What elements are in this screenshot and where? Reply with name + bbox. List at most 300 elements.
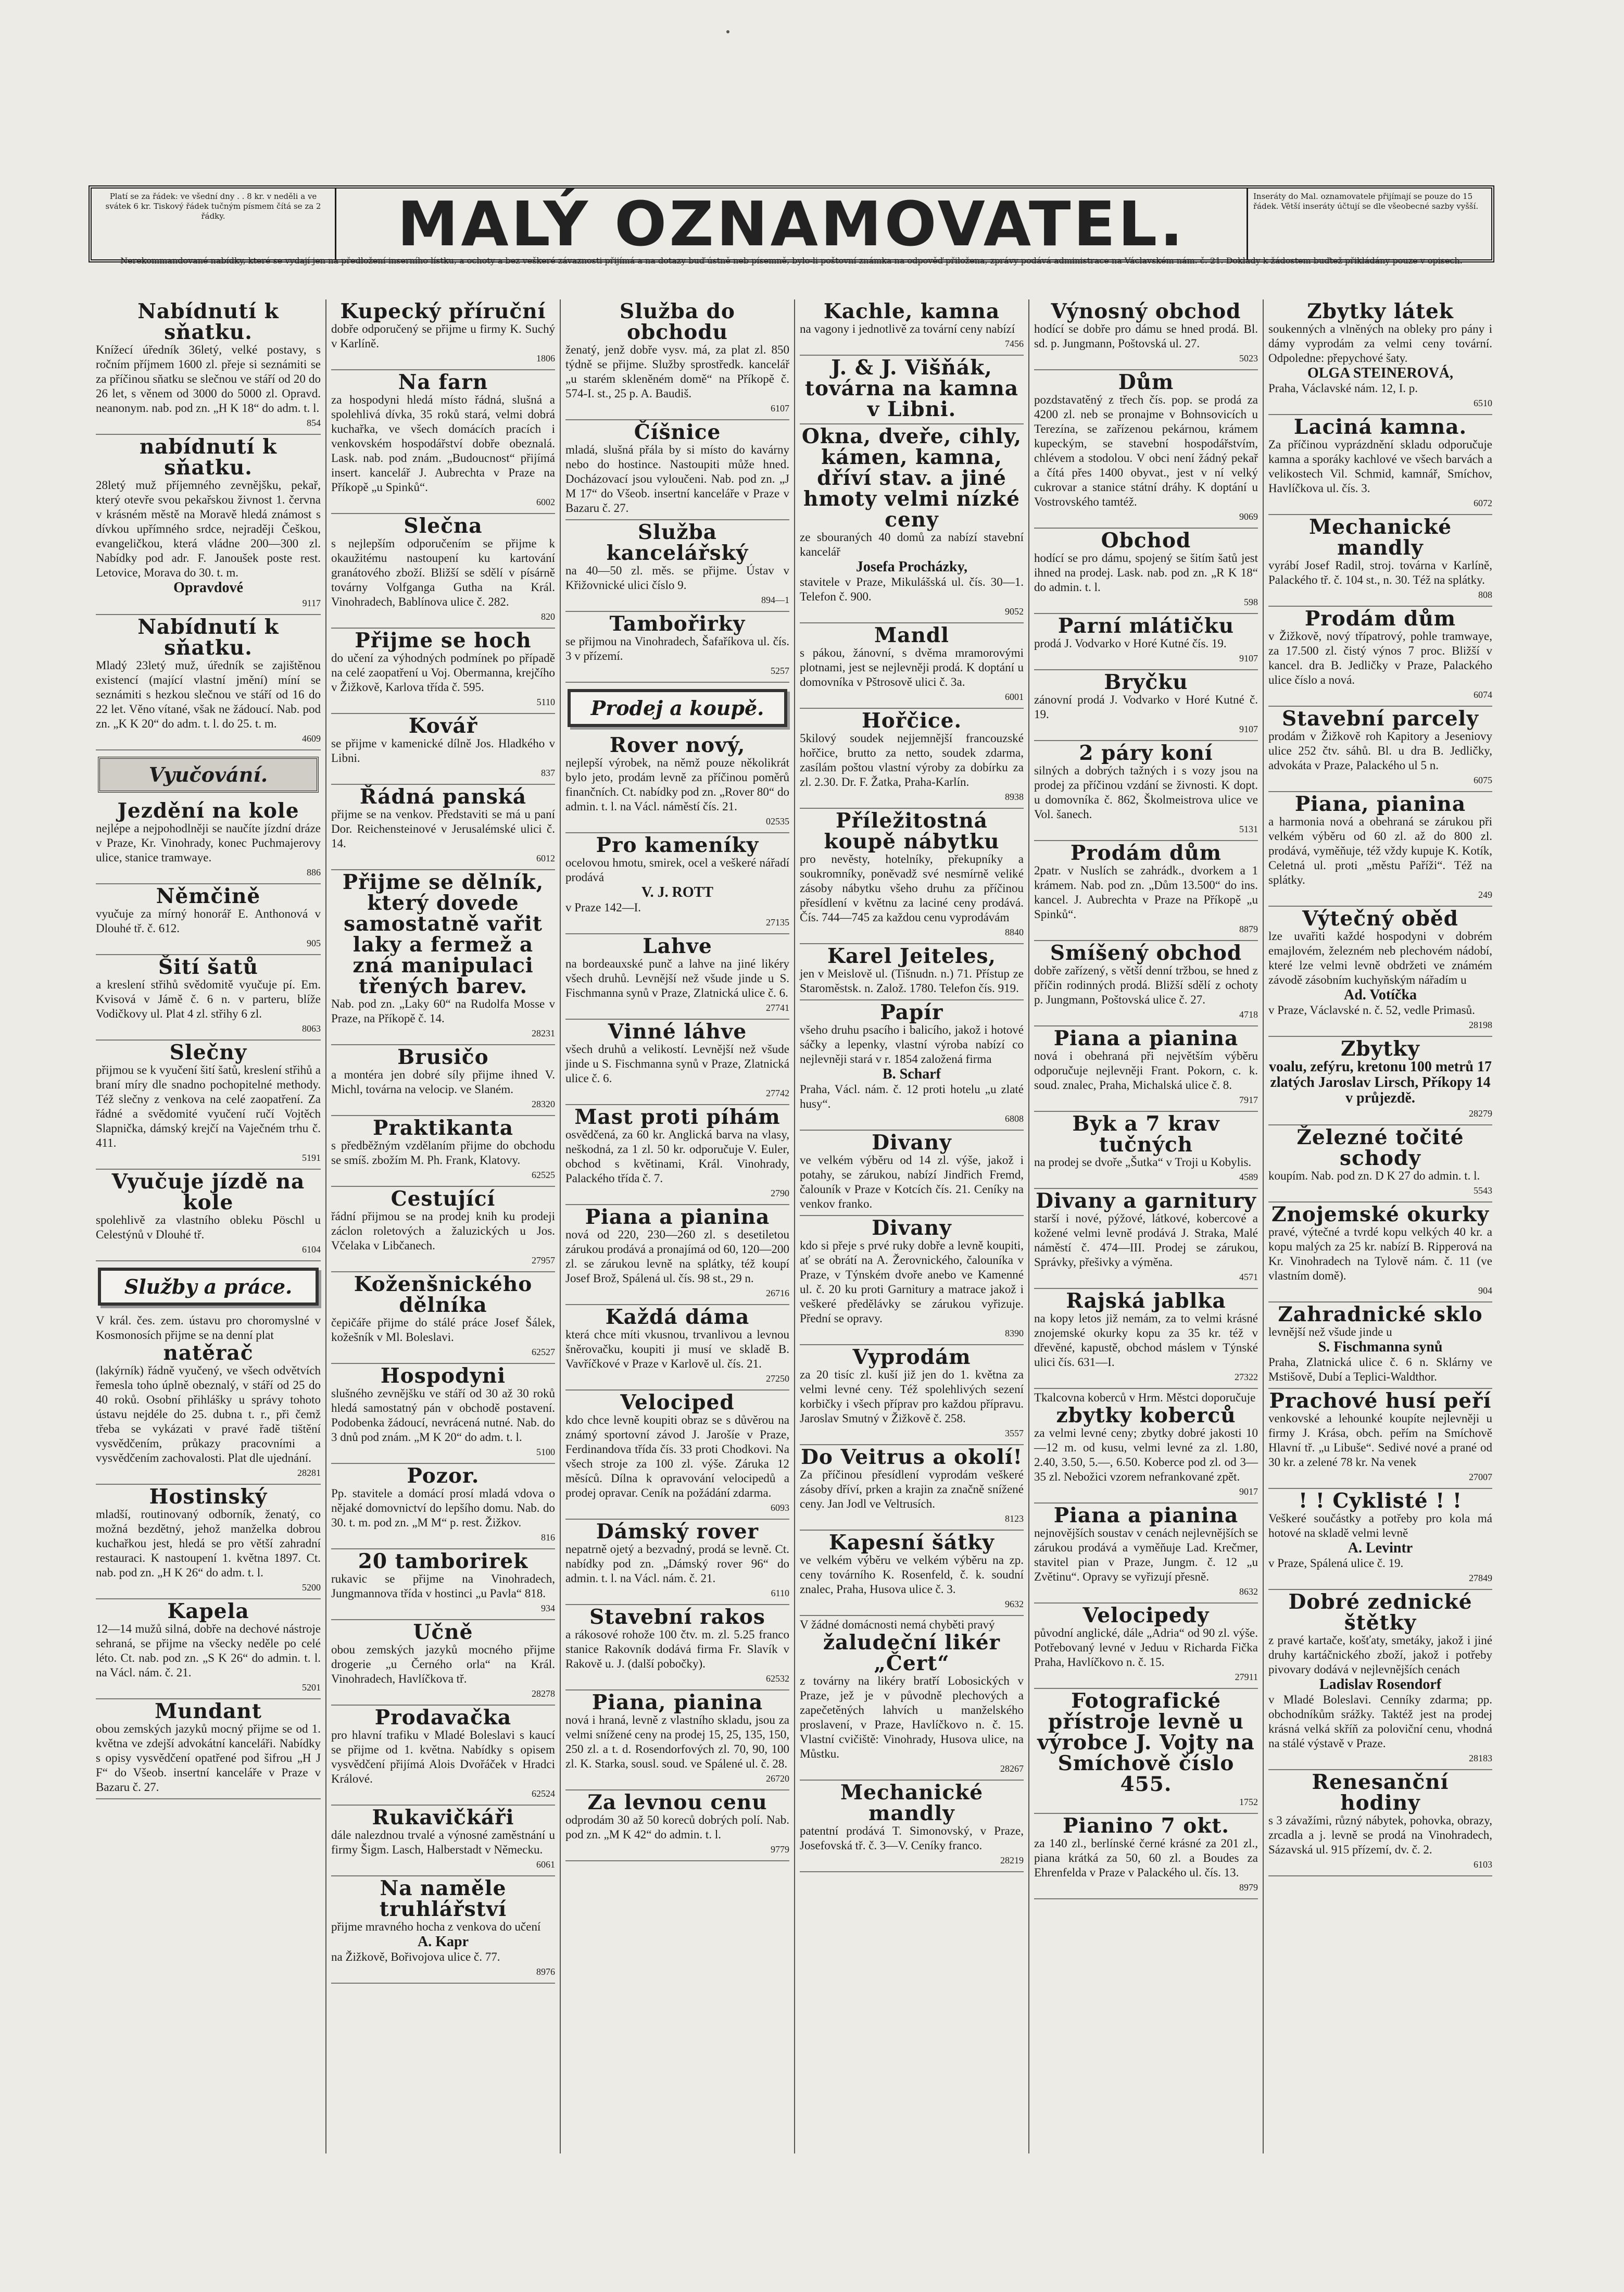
ad-headline: Dům — [1118, 370, 1174, 394]
ad-reference-number: 6075 — [1474, 775, 1492, 785]
ad-body: a montéra jen dobré síly přijme ihned V. Michl, továrna na velocip. ve Slaném. — [331, 1068, 555, 1096]
ad-headline: Divany — [872, 1131, 952, 1155]
ad-body: dobře zařízený, s větší denní tržbou, se hned z příčin rodinných prodá. Bližší sdělí z ochoty p. Jungmann, Poštovská ulice č. 27. — [1034, 964, 1258, 1006]
classified-ad — [1268, 1389, 1492, 1489]
ad-body: na 40—50 zl. měs. se přijme. Ústav v Křižovnické ulici číslo 9. — [565, 564, 789, 592]
ad-headline: Renesanční hodiny — [1312, 1770, 1449, 1815]
classified-ad — [1268, 1125, 1492, 1203]
ad-headline: Koženšnického dělníka — [354, 1272, 533, 1317]
classified-ad — [800, 944, 1024, 1000]
ad-headline: Rukavičkáři — [372, 1806, 514, 1830]
classified-ad — [800, 299, 1024, 356]
ad-headline: Nabídnutí k sňatku. — [137, 299, 279, 344]
ad-headline: Rover nový, — [609, 733, 746, 757]
ad-body: ve velkém výběru ve velkém výběru na zp. ceny továrního K. Rosenfeld, č. k. soudní znalec, Praha, Husova ulice č. 3. — [800, 1554, 1024, 1596]
ad-headline: Rajská jablka — [1066, 1289, 1226, 1313]
classified-ad — [565, 833, 789, 934]
ad-body: Nab. pod zn. „Laky 60“ na Rudolfa Mosse v Praze, na Příkopě č. 14. — [331, 997, 555, 1025]
ad-body: za 20 tisíc zl. kuší již jen do 1. května za velmi levné ceny. Též spolehlivých sezení korbičky i všech příprav pro každou přípravu. Jaroslav Smutný v Žižkově č. 258. — [800, 1368, 1024, 1425]
ad-reference-number: 854 — [307, 418, 321, 428]
ad-reference-number: 9052 — [1005, 606, 1024, 617]
ad-reference-number: 27957 — [532, 1255, 555, 1266]
ad-headline: Smíšený obchod — [1050, 941, 1242, 965]
ad-headline: 20 tamborirek — [358, 1549, 528, 1573]
ad-reference-number: 28183 — [1469, 1753, 1492, 1763]
ad-advertiser-name: B. Scharf — [883, 1066, 941, 1082]
ad-headline: Tambořirky — [609, 612, 746, 636]
classified-ad — [800, 1345, 1024, 1445]
ad-headline: Výtečný oběd — [1302, 907, 1458, 931]
classified-ad — [331, 1806, 555, 1876]
ad-body: vyrábí Josef Radil, stroj. továrna v Karlíně, Palackého tř. č. 104 st., n. 30. Též na splátky. — [1268, 559, 1492, 586]
ad-body: ze sbouraných 40 domů za nabízí stavební kancelář — [800, 531, 1024, 558]
classified-ad — [800, 1531, 1024, 1616]
ad-reference-number: 28279 — [1469, 1108, 1492, 1119]
classified-ad — [1034, 841, 1258, 941]
ad-body: nejlepší výrobek, na němž pouze několikrát bylo jeto, prodám levně za příčinou poměrů finančních. Ct. nabídky pod zn. „Rover 80“ do admin. t. l. na Václ. náměstí čís. 21. — [565, 756, 789, 813]
ad-headline: Zbytky — [1340, 1037, 1420, 1061]
ad-reference-number: 1752 — [1239, 1797, 1258, 1807]
ad-body: čepičáře přijme do stálé práce Josef Šálek, kožešník v Ml. Boleslavi. — [331, 1316, 555, 1344]
ad-reference-number: 27741 — [766, 1003, 789, 1013]
classified-ad — [800, 424, 1024, 623]
ad-body: s 3 závažími, různý nábytek, pohovka, obrazy, zrcadla a j. levně se prodá na Vinohradech, Sázavská ul. 915 přízemí, dv. č. 2. — [1268, 1814, 1492, 1856]
ad-body: nová i obehraná při největším výběru odporučuje nejlevněji Frant. Pokorn, c. k. soud. znalec, Praha, Michalská ulice č. 8. — [1034, 1049, 1258, 1092]
ad-reference-number: 02535 — [766, 816, 789, 826]
classified-ad — [1268, 1489, 1492, 1590]
ad-body: se přijme v kamenické dílně Jos. Hladkého v Libni. — [331, 737, 555, 765]
ad-headline: Výnosný obchod — [1051, 299, 1241, 323]
ad-advertiser-name: S. Fischmanna synů — [1318, 1339, 1443, 1355]
ad-reference-number: 9069 — [1239, 511, 1258, 522]
masthead — [89, 185, 1494, 262]
classified-ad — [565, 1690, 789, 1790]
classified-ad — [565, 1520, 789, 1605]
classified-ad — [1268, 299, 1492, 415]
ad-headline: Prodavačka — [374, 1706, 512, 1730]
classified-ad — [1268, 907, 1492, 1037]
ad-body: silných a dobrých tažných i s vozy jsou na prodej za příčinou vzdání se živnosti. K dopt. u domovníka č. 862, Školmeistrova ulice ve Vol. šanech. — [1034, 764, 1258, 821]
ad-headline: Byk a 7 krav tučných — [1072, 1112, 1220, 1157]
ad-headline: Mast proti píhám — [574, 1105, 780, 1129]
ad-headline: Hořčice. — [861, 709, 962, 733]
classified-ad — [331, 1364, 555, 1464]
ad-headline: Hostinský — [149, 1485, 268, 1509]
ad-body: a kreslení střihů svědomitě vyučuje pí. Em. Kvisová v Jámě č. 6 n. v parteru, blíže Vodičkovy ul. Plat 4 zl. střihy 6 zl. — [96, 978, 321, 1020]
classified-column-2 — [325, 299, 560, 2153]
ad-reference-number: 6808 — [1005, 1113, 1024, 1124]
ad-headline: Obchod — [1101, 529, 1191, 553]
ad-headline: žaludeční likér „Čert“ — [823, 1631, 1001, 1675]
ad-body: ocelovou hmotu, smirek, ocel a veškeré nářadí prodává — [565, 856, 789, 884]
ad-reference-number: 5191 — [302, 1153, 321, 1163]
ad-reference-number: 27742 — [766, 1088, 789, 1098]
ad-headline: zbytky koberců — [1056, 1404, 1236, 1427]
ad-advertiser-name: voalu, zefýru, kretonu 100 metrů 17 zlatých Jaroslav Lirsch, Příkopy 14 v průjezdě. — [1269, 1059, 1492, 1106]
ad-reference-number: 1806 — [536, 353, 555, 364]
ad-reference-number: 8938 — [1005, 792, 1024, 802]
ad-reference-number: 6510 — [1474, 398, 1492, 408]
ad-advertiser-name: Ad. Votíčka — [1343, 987, 1417, 1003]
ad-headline: Prodám dům — [1070, 841, 1222, 865]
ad-headline: Mechanické mandly — [840, 1781, 984, 1825]
ad-reference-number: 28219 — [1000, 1855, 1024, 1865]
ad-body-continued: Praha, Václavské nám. 12, I. p. — [1268, 382, 1418, 395]
ad-reference-number: 62532 — [766, 1673, 789, 1684]
ad-headline: Učně — [413, 1620, 473, 1644]
ad-body-continued: Praha, Zlatnická ulice č. 6 n. Sklárny ve Mstišově, Dubí a Teplici-Waldthor. — [1268, 1356, 1492, 1383]
ad-reference-number: 26716 — [766, 1288, 789, 1298]
classified-ad — [565, 934, 789, 1020]
ad-body: mladá, slušná přála by si místo do kavárny nebo do hostince. Nastoupiti může hned. Docházovací jsou vyloučeni. Nab. pod zn. „J M 17“ do Všeob. insertní kanceláře v Praze v Bazaru č. 27. — [565, 443, 789, 515]
classified-ad — [96, 955, 321, 1041]
classified-ad — [565, 1391, 789, 1520]
classified-ad — [800, 623, 1024, 709]
ad-headline: Na farn — [398, 370, 488, 394]
classified-ad — [565, 612, 789, 683]
ad-reference-number: 28267 — [1000, 1763, 1024, 1774]
classified-ad — [1268, 707, 1492, 792]
ad-headline: natěrač — [163, 1341, 254, 1365]
ad-headline: Řádná panská — [359, 785, 527, 809]
classified-ad — [96, 1599, 321, 1699]
ad-body: starší i nové, pýžové, látkové, kobercové a kožené velmi levně prodává J. Straka, Malé náměstí č. 474—III. Prodej se zárukou, Správky, přešivky a výměna. — [1034, 1212, 1258, 1269]
ad-reference-number: 8976 — [536, 1967, 555, 1977]
ad-headline: Zahradnické sklo — [1278, 1302, 1483, 1326]
ad-headline: Divany — [872, 1216, 952, 1240]
ad-body: rukavic se přijme na Vinohradech, Jungmannova třída v hostinci „u Pavla“ 818. — [331, 1572, 555, 1600]
ad-body: všeho druhu psacího i balicího, jakož i hotové sáčky a lepenky, vlastní výroba nabízí co nejlevněji stará v r. 1854 založená firma — [800, 1023, 1024, 1066]
ad-headline: Piana a pianina — [585, 1205, 770, 1229]
ad-reference-number: 5110 — [536, 697, 555, 707]
classified-ad — [331, 514, 555, 629]
ad-headline: Za levnou cenu — [587, 1790, 767, 1814]
classified-column-4 — [794, 299, 1028, 2153]
ad-body: pozdstavatěný z třech čís. pop. se prodá za 4200 zl. neb se pronajme v Bohnsovicích u Terezína, se zařízenou pekárnou, krámem kupeckým, se stavební hospodářstvím, chlévem a stodolou. V obci není žádný pekař a čítá přes 1400 obyvat., jest v ní velký cukrovar a stanice státní dráhy. K doptání u Vostrovského tamtéž. — [1034, 393, 1258, 508]
ad-headline: Stavební rakos — [589, 1605, 765, 1629]
classified-ad — [331, 1464, 555, 1549]
classified-ad — [1268, 1590, 1492, 1770]
ad-headline: Dámský rover — [596, 1520, 759, 1544]
ad-reference-number: 5100 — [536, 1447, 555, 1457]
ad-body: pravé, výtečné a tvrdé kopu velkých 40 kr. a kopu malých za 25 kr. nabízí B. Ripperová na Kr. Vinohradech na Tylově nám. č. 11 (ve vlastním domě). — [1268, 1225, 1492, 1282]
ad-reference-number: 886 — [307, 867, 321, 878]
ad-body: která chce míti vkusnou, trvanlivou a levnou šněrovačku, koupiti ji musí ve skladě B. Vavříčkové v Praze v Karlově ul. čís. 21. — [565, 1328, 789, 1370]
ad-body: hodící se dobře pro dámu se hned prodá. Bl. sd. p. Jungmann, Poštovská ul. 27. — [1034, 322, 1258, 350]
ad-reference-number: 5543 — [1474, 1185, 1492, 1196]
ad-advertiser-name: Ladislav Rosendorf — [1319, 1676, 1442, 1693]
ad-body-continued: v Praze, Václavské n. č. 52, vedle Primasů. — [1268, 1004, 1475, 1017]
ad-body: všech druhů a velikostí. Levnější než všude jinde u S. Fischmanna synů v Praze, Zlatnická ulice č. 6. — [565, 1043, 789, 1085]
ad-reference-number: 6061 — [536, 1859, 555, 1870]
classified-ad — [96, 1699, 321, 1799]
classified-ad — [96, 884, 321, 955]
ad-body: Mladý 23letý muž, úředník se zajištěnou existencí (mající vlastní jmění) míní se seznámiti s hezkou slečnou ve stáří od 16 do 22 let. Věno vítané, však ne žádoucí. Nab. pod zn. „K K 20“ do adm. t. l. do 25. t. m. — [96, 659, 321, 730]
ad-reference-number: 4589 — [1239, 1172, 1258, 1182]
ad-body: 5kilový soudek nejjemnější francouzské hořčice, brutto za netto, soudek zdarma, zasílám poštou vlastní výroby za dobírku za zl. 2.30. Dr. F. Žatka, Praha-Karlín. — [800, 732, 1024, 788]
ad-reference-number: 8390 — [1005, 1328, 1024, 1338]
ad-reference-number: 4609 — [302, 733, 321, 744]
ad-reference-number: 598 — [1244, 597, 1258, 607]
ad-reference-number: 62525 — [532, 1170, 555, 1180]
ad-headline: Zbytky látek — [1307, 299, 1454, 323]
ad-body: nepatrně ojetý a bezvadný, prodá se levně. Ct. nabídky pod zn. „Dámský rover 96“ do admin. t. l. na Václ. nám. č. 21. — [565, 1543, 789, 1585]
section-banner: Vyučování. — [98, 757, 319, 793]
ad-body-continued: Praha, Václ. nám. č. 12 proti hotelu „u zlaté husy“. — [800, 1083, 1024, 1110]
classified-ad — [96, 435, 321, 615]
classified-ad — [565, 520, 789, 612]
ad-reference-number: 5131 — [1239, 824, 1258, 834]
classified-ad — [1268, 1203, 1492, 1302]
ad-headline: Fotografické přístroje levně u výrobce J. Vojty na Smíchově číslo 455. — [1037, 1689, 1255, 1796]
ad-body: ženatý, jenž dobře vysv. má, za plat zl. 850 týdně se přijme. Služby sprostředk. kancelář „u starém skleněném domě“ na Příkopě č. 574-I. st., 25 p. A. Baudiš. — [565, 343, 789, 400]
ad-headline: Přijme se dělník, který dovede samostatně vařit laky a fermež a zná manipulaci třených barev. — [342, 870, 544, 998]
ad-headline: Piana a pianina — [1053, 1026, 1239, 1050]
ad-body: dále nalezdnou trvalé a výnosné zaměstnání u firmy Šigm. Lasch, Halberstadt v Německu. — [331, 1828, 555, 1856]
classified-ad — [565, 420, 789, 520]
ad-reference-number: 27911 — [1235, 1672, 1258, 1682]
ad-body: Pp. stavitele a domácí prosí mladá vdova o nějaké domovnictví do lepšího domu. Nab. do 30. t. m. pod zn. „M M“ p. rest. Žižkov. — [331, 1487, 555, 1529]
ad-reference-number: 904 — [1478, 1285, 1492, 1296]
ad-advertiser-name: V. J. ROTT — [641, 884, 713, 900]
ad-body: prodá J. Vodvarko v Horé Kutné čís. 19. — [1034, 637, 1227, 650]
classified-ad — [1268, 1302, 1492, 1389]
ad-headline: Okna, dveře, cihly, kámen, kamna, dříví stav. a jiné hmoty velmi nízké ceny — [801, 424, 1022, 532]
ad-reference-number: 5201 — [302, 1682, 321, 1693]
ad-headline: J. & J. Višňák, továrna na kamna v Libni. — [804, 356, 1019, 421]
ad-reference-number: 894—1 — [761, 595, 789, 605]
ad-reference-number: 9117 — [302, 598, 321, 608]
ad-body: slušného zevnějšku ve stáří od 30 až 30 roků hledá samostatný pán v obchodě postavení. Podobenka žádoucí, nevrácená nutné. Nab. do 3 dnů pod znám. „M K 20“ do adm. t. l. — [331, 1387, 555, 1444]
ad-advertiser-name: OLGA STEINEROVÁ, — [1307, 365, 1454, 381]
ad-body: nejlépe a nejpohodlněji se naučíte jízdní dráze v Praze, Kr. Vinohrady, konec Puchmajerovy ulice, stanice tramwaye. — [96, 822, 321, 864]
masthead-pricing-box: Platí se za řádek: ve všední dny . . 8 kr. v neděli a ve svátek 6 kr. Tiskový řádek tučným písmem čítá se za 2 řádky. — [92, 189, 336, 259]
classified-ad — [331, 1549, 555, 1620]
ad-headline: Služba do obchodu — [620, 299, 735, 344]
classified-ad — [331, 299, 555, 370]
classified-ad — [800, 709, 1024, 809]
ad-headline: Mandl — [874, 623, 949, 647]
ad-body: hodící se pro dámu, spojený se šitím šatů jest ihned na prodej. Lask. nab. pod zn. „R K 18“ do admin. t. l. — [1034, 552, 1258, 594]
ad-body-continued: v Praze 142—I. — [565, 901, 641, 914]
ad-body: přijme mravného hocha z venkova do učení — [331, 1920, 541, 1933]
ad-reference-number: 28320 — [532, 1099, 555, 1109]
ad-body: se přijmou na Vinohradech, Šafaříkova ul. čís. 3 v přízemí. — [565, 635, 789, 662]
print-speck — [726, 30, 729, 33]
ad-reference-number: 6093 — [771, 1502, 789, 1513]
ad-body: pro hlavní trafiku v Mladé Boleslavi s kaucí se přijme od 1. května. Nabídky s opisem vysvědčení přijímá Alois Dvořáček v Hradci Králové. — [331, 1729, 555, 1785]
classified-ad — [565, 733, 789, 833]
ad-body: s předběžným vzdělaním přijme do obchodu se smíš. zbožím M. Ph. Frank, Klatovy. — [331, 1139, 555, 1167]
classified-ad — [1268, 1770, 1492, 1876]
ad-body: z pravé kartače, košťaty, smetáky, jakož i jiné druhy kartáčnického zboží, jakož i potřeby pivovary dodává v nejlevnějších cenách — [1268, 1634, 1492, 1676]
ad-reference-number: 27849 — [1469, 1573, 1492, 1583]
section-banner: Prodej a koupě. — [568, 689, 787, 727]
ad-body: osvědčená, za 60 kr. Anglická barva na vlasy, neškodná, za 1 zl. 50 kr. odporučuje V. Euler, obchod s květinami, Král. Vinohrady, Palackého třída č. 7. — [565, 1128, 789, 1185]
ad-body: do učení za výhodných podmínek po případě na celé zaopatření u Voj. Obermanna, krejčího v Žižkově, Karlova třída č. 595. — [331, 652, 555, 694]
ad-headline: Velocipedy — [1082, 1604, 1210, 1627]
ad-headline: Piana, pianina — [1294, 792, 1466, 816]
ad-body: dobře odporučený se přijme u firmy K. Suchý v Karlíně. — [331, 322, 555, 350]
ad-reference-number: 26720 — [766, 1773, 789, 1784]
masthead-insertion-rules: Inseráty do Mal. oznamovatele přijímají se pouze do 15 řádek. Větší inseráty účtují se dle všeobecné sazby vyšší. — [1247, 189, 1491, 259]
masthead-title: MALÝ OZNAMOVATEL. — [397, 188, 1186, 260]
ad-headline: Prachové husí peří — [1269, 1389, 1492, 1413]
ad-reference-number: 9779 — [771, 1844, 789, 1855]
ad-body: na kopy letos již nemám, za to velmi krásné znojemské okurky kopu za 35 kr. též v dřevěné, kapustě, obchod máslem v Týnské ulici čís. 631—I. — [1034, 1312, 1258, 1369]
ad-reference-number: 2790 — [771, 1188, 789, 1198]
ad-body: Veškeré součástky a potřeby pro kola má hotové na skladě velmi levně — [1268, 1512, 1492, 1539]
ad-body: řádní přijmou se na prodej knih ku prodeji záclon roletových a žaluzických u Jos. Včelaka v Libčanech. — [331, 1210, 555, 1252]
ad-reference-number: 6072 — [1474, 498, 1492, 508]
classified-ad — [96, 799, 321, 884]
ad-body: nejnovějších soustav v cenách nejlevnějších se zárukou prodává a vyměňuje Lad. Krečmer, stavitel pian v Praze, Jungm. č. 12 „u Zvětinu“. Opravy se vyřizují přesně. — [1034, 1526, 1258, 1583]
ad-reference-number: 28231 — [532, 1028, 555, 1038]
ad-headline: Přijme se hoch — [355, 629, 532, 653]
ad-reference-number: 27007 — [1469, 1472, 1492, 1482]
classified-ad — [331, 1620, 555, 1706]
ad-reference-number: 8979 — [1239, 1882, 1258, 1893]
ad-headline: Němčině — [156, 884, 261, 908]
ad-headline: Piana, pianina — [591, 1690, 763, 1714]
ad-headline: Vyprodám — [852, 1345, 971, 1369]
classified-ad — [800, 1445, 1024, 1531]
classified-column-1 — [91, 299, 325, 2153]
ad-headline: Kovář — [408, 714, 478, 738]
ad-reference-number: 249 — [1478, 890, 1492, 900]
ad-reference-number: 9107 — [1239, 724, 1258, 734]
classified-ad — [565, 1205, 789, 1305]
classified-ad — [1034, 370, 1258, 529]
classified-ad — [1268, 607, 1492, 707]
ad-reference-number: 8123 — [1005, 1513, 1024, 1524]
classified-ad — [331, 714, 555, 785]
ad-reference-number: 5023 — [1239, 353, 1258, 364]
ad-reference-number: 6110 — [771, 1588, 789, 1598]
ad-headline: Praktikanta — [373, 1116, 513, 1140]
ad-body-continued: v Mladé Boleslavi. Cenníky zdarma; pp. obchodníkům srážky. Taktéž jest na prodej krásná velká skříň za poloviční cenu, vhodná na stálé výstavě v Praze. — [1268, 1693, 1492, 1750]
classified-ad — [331, 629, 555, 714]
classified-ad — [331, 1706, 555, 1806]
classified-column-5 — [1028, 299, 1263, 2153]
ad-headline: Papír — [880, 1000, 943, 1024]
ad-body: nová i hraná, levně z vlastního skladu, jsou za velmi snížené ceny na prodej 15, 25, 135, 150, 250 zl. a t. d. Rosendorfových zl. 70, 90, 100 zl. K. Starka, sousl. soud. ve Spálené ul. č. 28. — [565, 1713, 789, 1770]
classified-ad — [1034, 1289, 1258, 1389]
ad-headline: Kupecký příruční — [340, 299, 546, 323]
ad-reference-number: 7456 — [1005, 339, 1024, 349]
ad-reference-number: 6074 — [1474, 690, 1492, 700]
ad-headline: Slečna — [404, 514, 483, 538]
classified-ad — [331, 785, 555, 870]
ad-body: s nejlepším odporučením se přijme k okaužitému nastoupení ku kartování granátového zboží. Bližší se sdělí v písárně továrny Volfganga Gutha na Král. Vinohradech, Bablínova ulice č. 282. — [331, 537, 555, 608]
ad-headline: Příležitostná koupě nábytku — [824, 809, 1000, 854]
classified-ad — [1268, 1037, 1492, 1125]
ad-headline: Parní mlátičku — [1058, 614, 1235, 638]
ad-reference-number: 28281 — [297, 1468, 321, 1478]
ad-headline: Číšnice — [634, 420, 721, 444]
ad-body-continued: na Žižkově, Bořivojova ulice č. 77. — [331, 1950, 500, 1963]
ad-headline: Stavební parcely — [1281, 707, 1479, 731]
ad-headline: Laciná kamna. — [1293, 415, 1467, 439]
classified-ad — [800, 1131, 1024, 1216]
classified-ad — [565, 1305, 789, 1391]
ad-headline: Vyučuje jízdě na kole — [111, 1170, 305, 1214]
ad-headline: Hospodyni — [380, 1364, 506, 1388]
ad-body: za 140 zl., berlínské černé krásné za 201 zl., piana krátká za 50, 60 zl. a Boudes za Ehrenfelda v Praze v Palackého ul. čís. 13. — [1034, 1837, 1258, 1879]
ad-reference-number: 28198 — [1469, 1020, 1492, 1030]
ad-reference-number: 8632 — [1239, 1586, 1258, 1597]
classified-ad — [331, 1116, 555, 1187]
classified-ad — [331, 370, 555, 514]
ad-headline: Divany a garnitury — [1036, 1189, 1256, 1213]
ad-body: Knížecí úředník 36letý, velké postavy, s ročním příjmem 1600 zl. přeje si seznámiti se za příčinou sňatku se slečnou ve stáří od 20 do 26 let, s věnem od 3000 do 5000 zl. Opravd. neanonym. nab. pod zn. „H K 18“ do adm. t. l. — [96, 343, 321, 415]
ad-body: za hospodyni hledá místo řádná, slušná a spolehlivá dívka, 35 roků stará, velmi dobrá kuchařka, ve všech domácích pracích i venkovském hospodářství dobře obeznalá. Lask. nab. pod znám. „Budoucnost“ přijímá insert. kancelář J. Aubrechta v Praze na Příkopě „u Spinků“. — [331, 393, 555, 494]
ad-headline: Prodám dům — [1304, 607, 1456, 631]
ad-reference-number: 9107 — [1239, 653, 1258, 663]
ad-body: jen v Meislově ul. (Tišnudn. n.) 71. Přístup ze Staroměstsk. n. Založ. 1780. Telefon čís. 919. — [800, 967, 1024, 995]
classified-ad — [565, 1105, 789, 1205]
ad-reference-number: 6103 — [1474, 1859, 1492, 1870]
ad-reference-number: 9017 — [1239, 1486, 1258, 1497]
ad-body: 12—14 mužů silná, dobře na dechové nástroje sehraná, se přijme na všecky neděle po celé léto. Ct. nab. pod zn. „S K 26“ do admin. t. l. na Václ. nám. č. 21. — [96, 1622, 321, 1679]
ad-body: ve velkém výběru od 14 zl. výše, jakož i potahy, se zárukou, nabízí Jindřich Fremd, čalouník v Praze v Kotcích čís. 21. Ceníky na venkov franko. — [800, 1154, 1024, 1210]
ad-headline: Železné točité schody — [1296, 1125, 1464, 1170]
ad-headline: Mundant — [155, 1699, 262, 1723]
ad-body: mladší, routinovaný odborník, ženatý, co možná bezdětný, jehož manželka dobrou kuchařkou jest, hledá se pro větší zahradní restauraci. K nastoupení 1. května 1897. Ct. nab. pod zn. „H K 26“ do adm. t. l. — [96, 1508, 321, 1579]
classified-ad — [96, 1485, 321, 1599]
classified-ad — [1034, 529, 1258, 614]
ad-reference-number: 5200 — [302, 1582, 321, 1593]
ad-lead-text: V král. čes. zem. ústavu pro choromyslné v Kosmonosích přijme se na denní plat — [96, 1314, 321, 1342]
ad-headline: Lahve — [643, 934, 712, 958]
classified-ad — [1034, 614, 1258, 670]
ad-headline: Znojemské okurky — [1271, 1203, 1490, 1226]
ad-body: vyučuje za mírný honorář E. Anthonová v Dlouhé tř. č. 612. — [96, 907, 321, 935]
ad-reference-number: 6012 — [536, 853, 555, 863]
ad-headline: Velociped — [620, 1391, 735, 1414]
ad-reference-number: 4571 — [1239, 1272, 1258, 1282]
ad-advertiser-name: A. Levintr — [1348, 1540, 1413, 1556]
ad-body: spolehlivě za vlastního obleku Pöschl u Celestýnů v Dlouhé tř. — [96, 1213, 321, 1241]
ad-body: a harmonia nová a obehraná se zárukou při velkém výběru od 60 zl. až do 800 zl. prodává, vyměňuje, též vždy kupuje K. Kotík, Celetná ul. proti „městu Paříži“. Též na splátky. — [1268, 815, 1492, 886]
ad-body: soukenných a vlněných na obleky pro pány i dámy vyprodám za velmi ceny tovární. Odpoledne: přepychové šaty. — [1268, 322, 1492, 365]
ad-body: za velmi levné ceny; zbytky dobré jakosti 10—12 m. od kusu, velmi levné za zl. 1.80, 2.40, 3.50, 5.—, 6.50. Koberce pod zl. od 3—35 zl. Nebožici vzorem nefrankované zpět. — [1034, 1426, 1258, 1483]
classified-ad — [800, 1781, 1024, 1872]
ad-body: kdo chce levně koupiti obraz se s důvěrou na známý sportovní závod J. Jarošíe v Praze, Ferdinandova třída čís. 33 proti Chodkovi. Na všech stroje za 100 zl. výše. Záruka 12 měsíců. Dílna k opravování velocipedů a prodej opravar. Ceník na požádání zdarma. — [565, 1413, 789, 1499]
classified-ad — [331, 1187, 555, 1272]
ad-headline: Vinné láhve — [608, 1020, 747, 1044]
ad-reference-number: 8063 — [302, 1023, 321, 1034]
ad-reference-number: 5257 — [771, 666, 789, 676]
ad-reference-number: 837 — [541, 768, 555, 778]
classified-ad — [800, 1616, 1024, 1781]
classified-ad — [1034, 670, 1258, 741]
ad-reference-number: 8840 — [1005, 927, 1024, 937]
ad-reference-number: 934 — [541, 1603, 555, 1613]
section-banner: Služby a práce. — [98, 1268, 319, 1306]
ad-headline: Cestující — [391, 1187, 496, 1211]
classified-ad — [565, 1020, 789, 1105]
ad-headline: 2 páry koní — [1079, 741, 1213, 765]
classified-ad — [1034, 1504, 1258, 1604]
ad-reference-number: 27250 — [766, 1373, 789, 1384]
ad-reference-number: 4718 — [1239, 1009, 1258, 1020]
ad-headline: Nabídnutí k sňatku. — [137, 615, 279, 660]
classified-ad — [565, 1790, 789, 1861]
ad-body: zánovní prodá J. Vodvarko v Horé Kutné č. 19. — [1034, 693, 1258, 721]
classified-ad — [1034, 941, 1258, 1026]
classified-ad — [800, 356, 1024, 424]
